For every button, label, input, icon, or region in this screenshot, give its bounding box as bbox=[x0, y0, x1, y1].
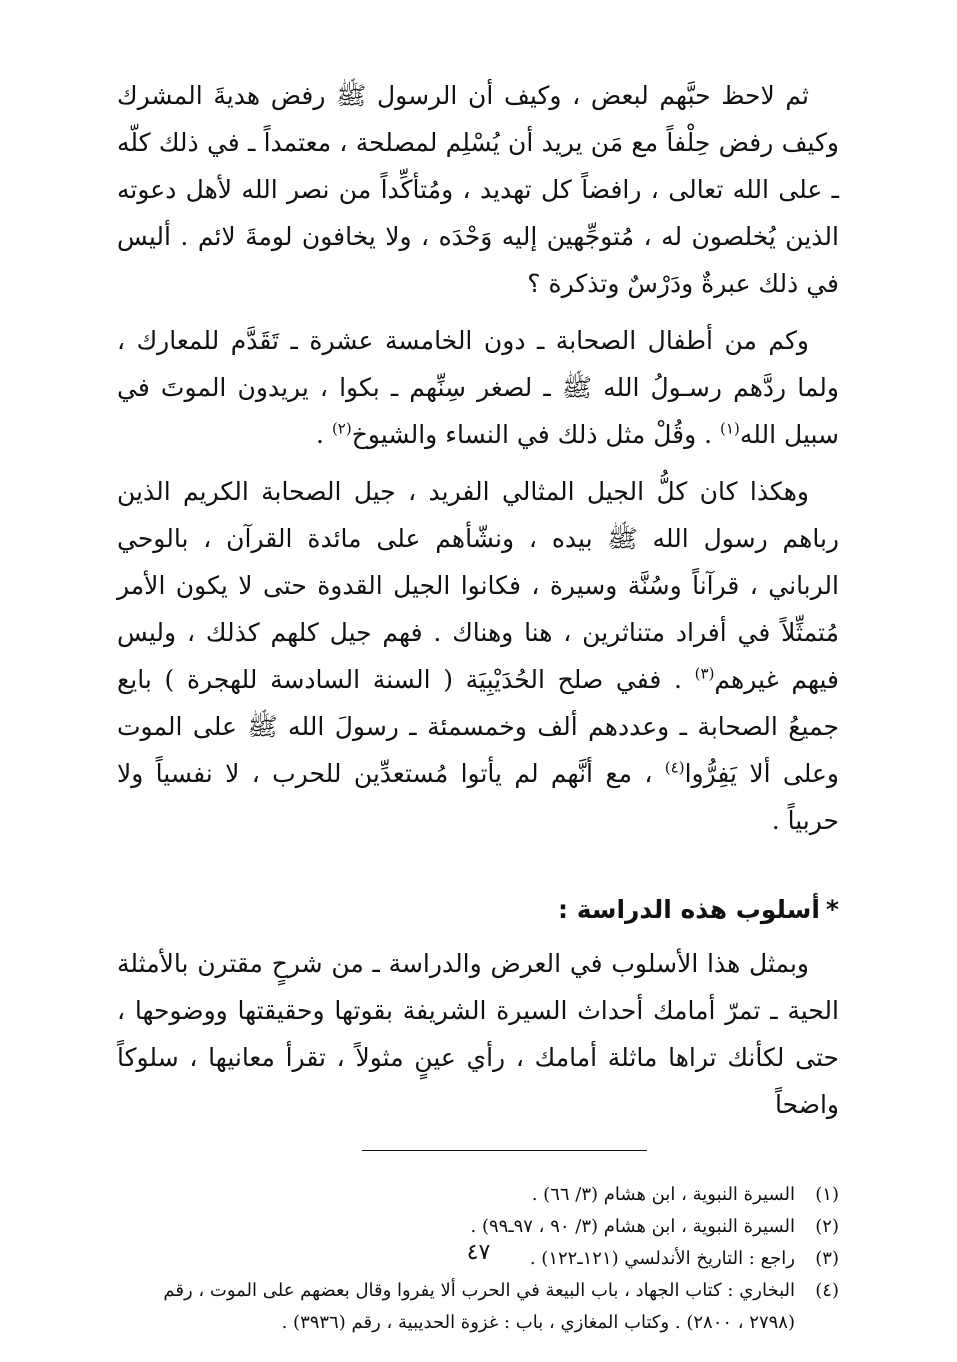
heading-star-icon: * bbox=[825, 895, 839, 924]
page-body bbox=[117, 72, 839, 1339]
paragraph-2-text-2: . وقُلْ مثل ذلك في النساء والشيوخ bbox=[351, 420, 721, 449]
heading-text: أسلوب هذه الدراسة : bbox=[558, 895, 820, 924]
paragraph-1-text: ثم لاحظ حبَّهم لبعض ، وكيف أن الرسول ﷺ رفض هديةَ المشرك وكيف رفض حِلْفاً مع مَن يريد أن يُسْلِم لمصلحة ، معتمداً ـ في ذلك كلّه ـ على الله تعالى ، رافضاً كل تهديد ، ومُتأكِّداً من نصر الله لأهل دعوته الذين يُخلصون له ، مُتوجِّهين إليه وَحْدَه ، ولا يخافون لومةَ لائم . أليس في ذلك عبرةٌ ودَرْسٌ وتذكرة ؟ bbox=[117, 81, 839, 298]
footnote-text: السيرة النبوية ، ابن هشام (٣/ ٦٦) . bbox=[531, 1184, 795, 1205]
paragraph-4-text: وبمثل هذا الأسلوب في العرض والدراسة ـ من شرحٍ مقترن بالأمثلة الحية ـ تمرّ أمامك أحداث السيرة الشريفة بقوتها وحقيقتها ووضوحها ، حتى لكأنك تراها ماثلة أمامك ، رأي عينٍ مثولاً ، تقرأ معانيها ، سلوكاً واضحاً bbox=[117, 949, 839, 1119]
page-number: ٤٧ bbox=[466, 1240, 491, 1265]
section-heading bbox=[117, 890, 839, 930]
footnote-4 bbox=[117, 1275, 839, 1339]
footnote-number: (٣) bbox=[815, 1248, 839, 1269]
paragraph-3-text-2: . ففي صلح الحُدَيْبِيَة ( السنة السادسة للهجرة ) بايع جميعُ الصحابة ـ وعددهم ألف وخمسمئة ـ رسولَ الله ﷺ على الموت وعلى ألا يَفِرُّوا bbox=[117, 665, 839, 788]
paragraph-3-text-3: ، مع أنَّهم لم يأتوا مُستعدِّين للحرب ، لا نفسياً ولا حربياً . bbox=[117, 759, 839, 835]
paragraph-2-text-3: . bbox=[316, 420, 332, 449]
paragraph-2 bbox=[117, 317, 839, 458]
footnote-number: (١) bbox=[815, 1184, 839, 1205]
footnote-ref-2[interactable]: (٢) bbox=[331, 419, 352, 438]
paragraph-4 bbox=[117, 940, 839, 1128]
footnote-separator bbox=[117, 1150, 839, 1151]
paragraph-1 bbox=[117, 72, 839, 307]
paragraph-3-text: وهكذا كان كلُّ الجيل المثالي الفريد ، جيل الصحابة الكريم الذين رباهم رسول الله ﷺ بيده ، ونشّأهم على مائدة القرآن ، بالوحي الرباني ، قرآناً وسُنَّة وسيرة ، فكانوا الجيل القدوة حتى لا يكون الأمر مُتمثِّلاً في أفراد متناثرين ، هنا وهناك . فهم جيل كلهم كذلك ، وليس فيهم غيرهم bbox=[117, 477, 839, 694]
footnote-ref-4[interactable]: (٤) bbox=[664, 758, 685, 777]
footnote-text: راجع : التاريخ الأندلسي (١٢١ـ١٢٢) . bbox=[529, 1248, 795, 1269]
footnote-1 bbox=[117, 1179, 839, 1211]
footnote-2 bbox=[117, 1211, 839, 1243]
footnote-ref-3[interactable]: (٣) bbox=[694, 664, 715, 683]
footnote-ref-1[interactable]: (١) bbox=[720, 419, 740, 438]
paragraph-2-text: وكم من أطفال الصحابة ـ دون الخامسة عشرة ـ تَقَدَّم للمعارك ، ولما ردَّهم رسـولُ الله ﷺ ـ لصغر سِنِّهم ـ بكوا ، يريدون الموتَ في سبيل الله bbox=[117, 326, 839, 449]
paragraph-3 bbox=[117, 468, 839, 844]
footnote-separator-line bbox=[362, 1150, 647, 1151]
footnote-number: (٤) bbox=[815, 1280, 839, 1301]
footnote-number: (٢) bbox=[815, 1216, 839, 1237]
footnote-text: السيرة النبوية ، ابن هشام (٣/ ٩٠ ، ٩٧ـ٩٩) . bbox=[470, 1216, 795, 1237]
footnote-text: البخاري : كتاب الجهاد ، باب البيعة في الحرب ألا يفروا وقال بعضهم على الموت ، رقم (٢٧٩٨ ، ٢٨٠٠) . وكتاب المغازي ، باب : غزوة الحديبية ، رقم (٣٩٣٦) . bbox=[163, 1280, 795, 1333]
